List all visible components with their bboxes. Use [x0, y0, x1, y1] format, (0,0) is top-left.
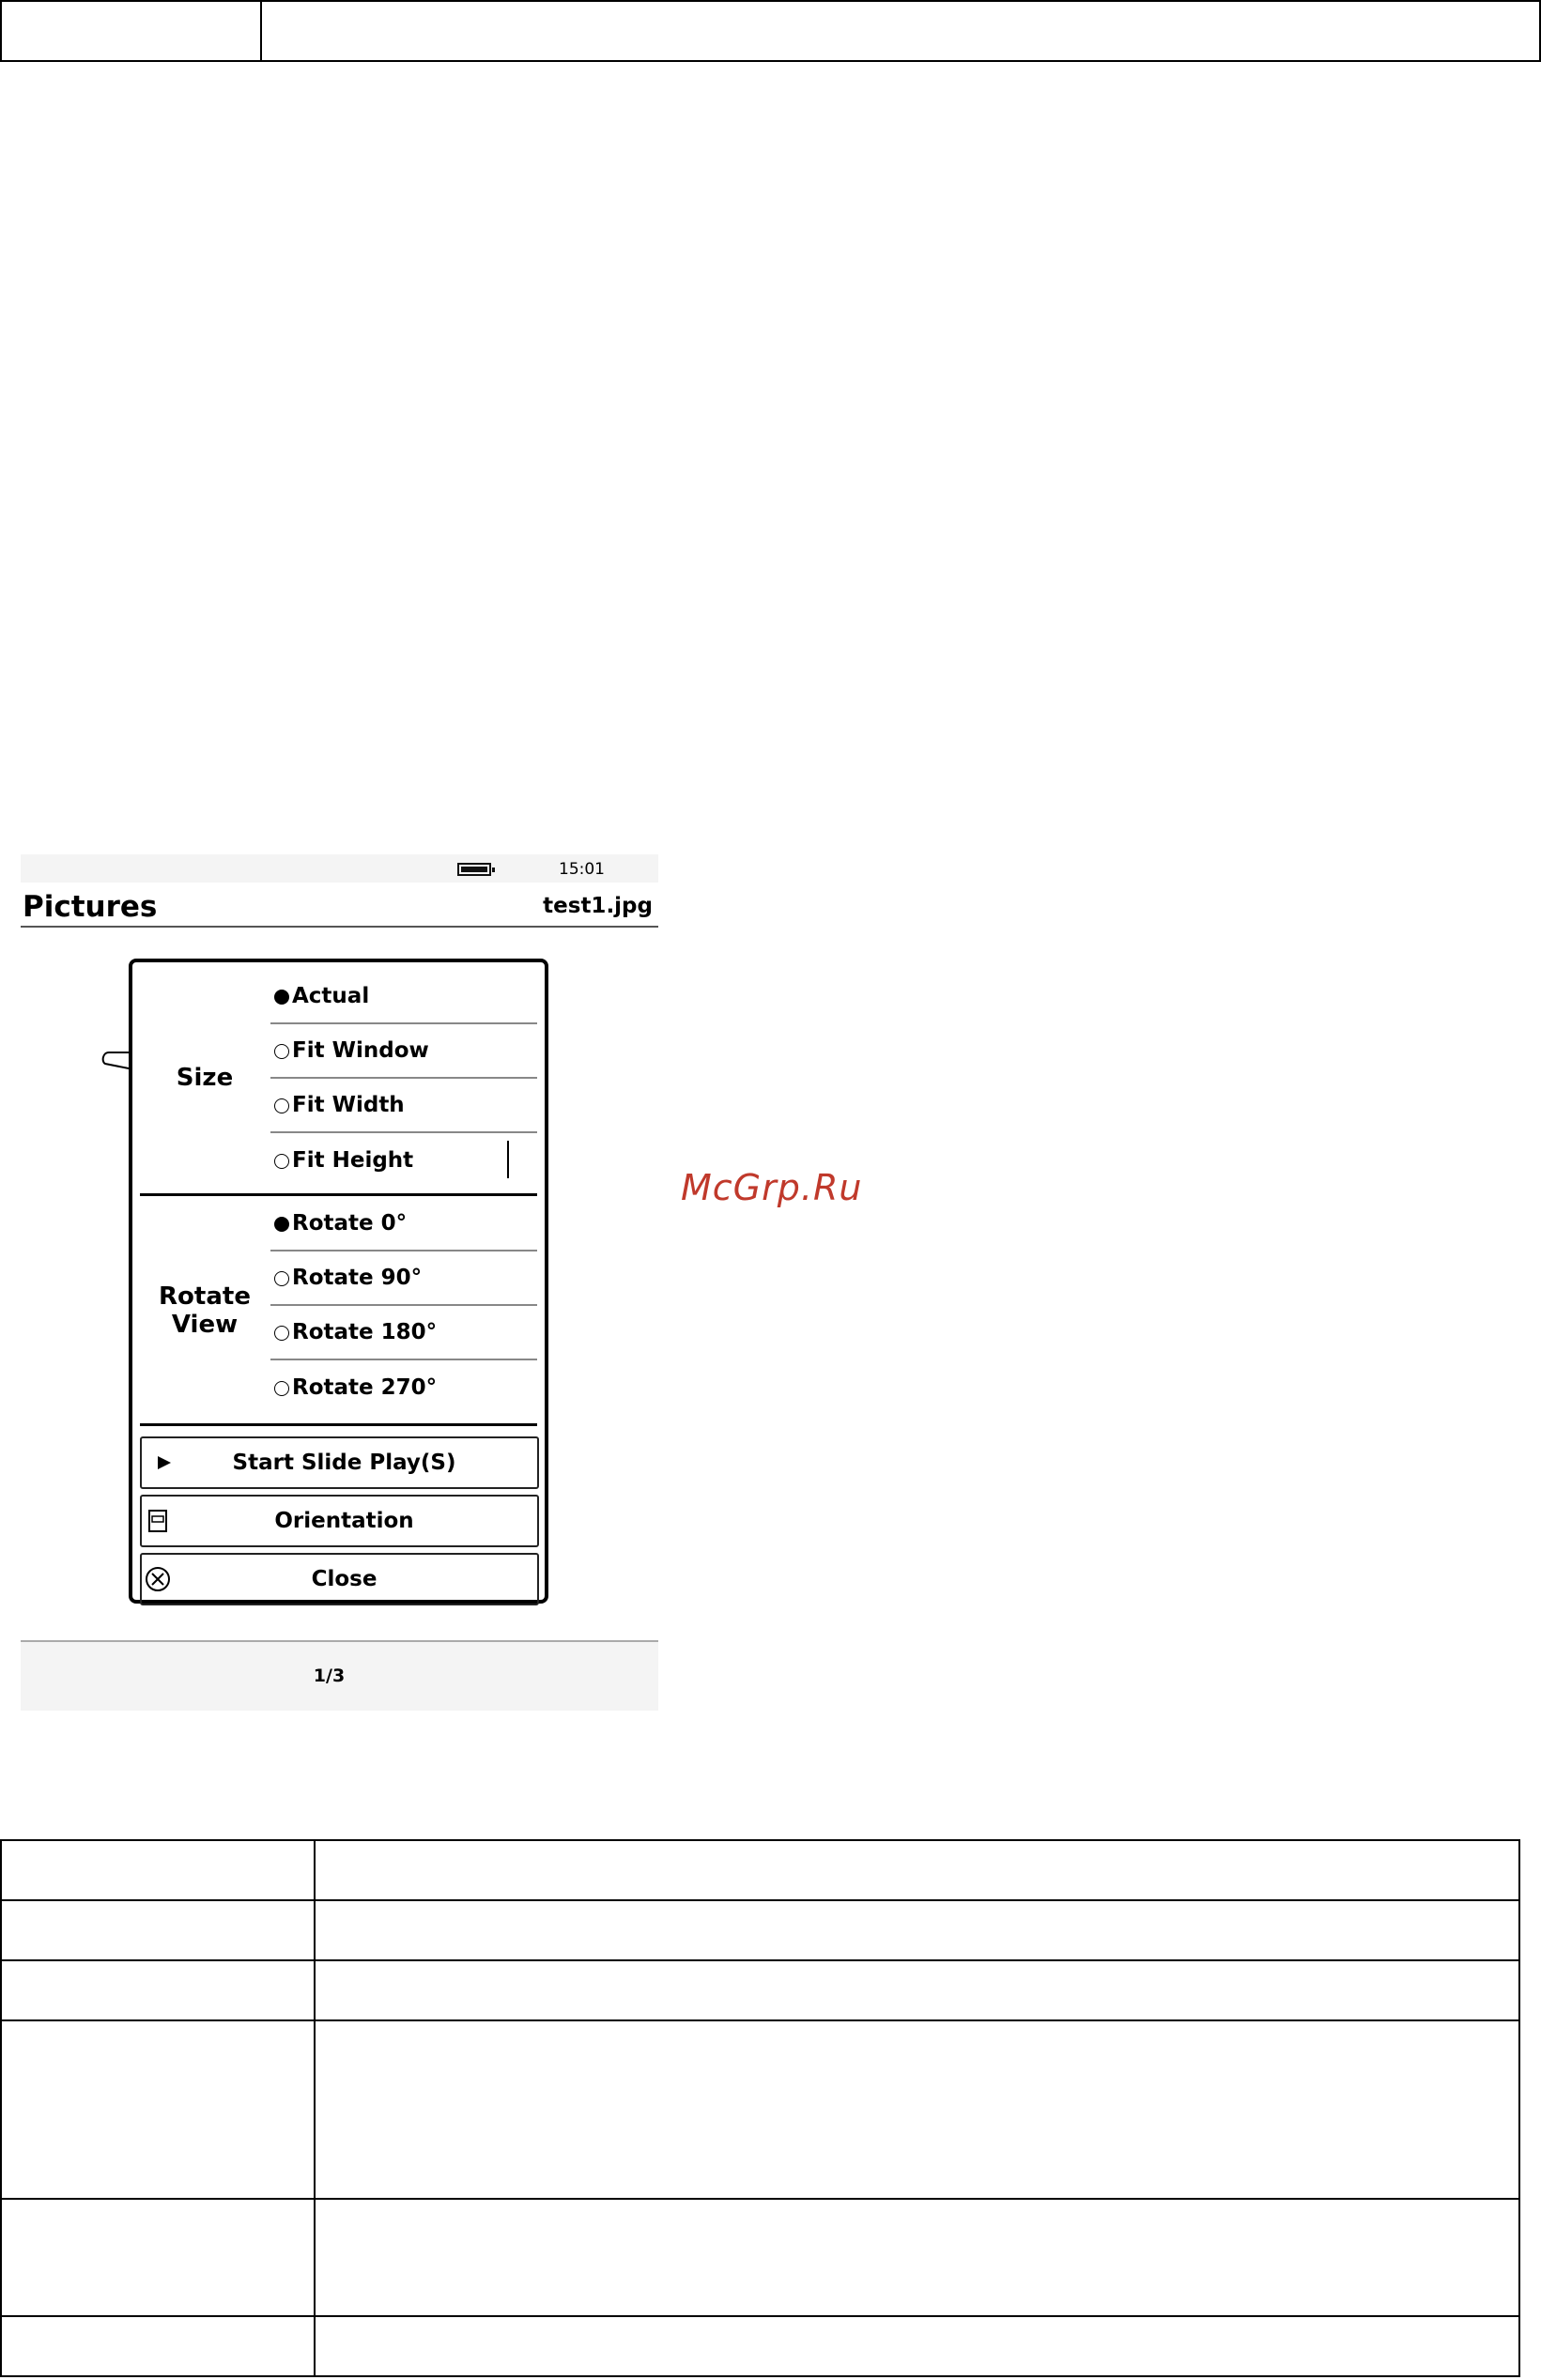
file-name: test1.jpg — [543, 894, 653, 918]
option-label: Actual — [292, 984, 370, 1008]
table-row — [1, 1900, 1519, 1960]
size-options — [270, 970, 537, 1188]
option-label: Rotate 0° — [292, 1211, 408, 1236]
table-row — [1, 2020, 1519, 2199]
table-row — [1, 2199, 1519, 2316]
radio-icon — [274, 1154, 289, 1169]
close-label: Close — [311, 1567, 378, 1591]
table-row — [1, 1, 1540, 61]
table-cell — [1, 1960, 315, 2020]
radio-icon — [274, 1044, 289, 1059]
title-bar — [21, 883, 658, 928]
play-icon — [155, 1453, 174, 1472]
radio-icon — [274, 1381, 289, 1396]
close-button[interactable] — [140, 1553, 539, 1605]
size-group — [140, 962, 537, 1196]
size-option-fit-width[interactable] — [270, 1079, 537, 1133]
rotate-option-0[interactable] — [270, 1197, 537, 1251]
size-option-fit-window[interactable] — [270, 1024, 537, 1079]
rotate-view-group — [140, 1197, 537, 1426]
option-label: Fit Width — [292, 1093, 405, 1117]
radio-icon — [274, 1098, 289, 1113]
page-title: Pictures — [23, 890, 158, 924]
rotate-option-180[interactable] — [270, 1306, 537, 1360]
top-table — [0, 0, 1541, 62]
orientation-button[interactable] — [140, 1495, 539, 1547]
orientation-icon — [147, 1509, 168, 1533]
table-cell — [1, 2199, 315, 2316]
rotate-group-label: Rotate View — [159, 1282, 251, 1339]
table-row — [1, 1960, 1519, 2020]
table-cell — [1, 2020, 315, 2199]
bottom-table — [0, 1839, 1520, 2377]
table-cell — [315, 1960, 1519, 2020]
option-label: Fit Height — [292, 1148, 414, 1173]
table-cell — [315, 2020, 1519, 2199]
rotate-option-270[interactable] — [270, 1360, 537, 1415]
clock: 15:01 — [559, 860, 605, 879]
rotate-option-90[interactable] — [270, 1251, 537, 1306]
radio-icon — [274, 1217, 289, 1232]
rotate-options — [270, 1197, 537, 1415]
option-label: Fit Window — [292, 1038, 429, 1063]
radio-icon — [274, 990, 289, 1005]
table-row — [1, 2316, 1519, 2376]
text-caret — [507, 1141, 509, 1178]
option-label: Rotate 180° — [292, 1320, 438, 1344]
close-circle-icon — [144, 1565, 172, 1593]
status-bar — [21, 854, 658, 883]
footer-bar — [21, 1640, 658, 1711]
size-group-label: Size — [176, 1064, 234, 1092]
battery-fill — [461, 867, 487, 872]
start-slide-play-button[interactable] — [140, 1436, 539, 1489]
battery-icon — [457, 863, 491, 876]
start-slide-play-label: Start Slide Play(S) — [232, 1451, 456, 1475]
table-cell — [1, 1, 261, 61]
table-cell — [1, 2316, 315, 2376]
table-cell — [315, 1900, 1519, 1960]
radio-icon — [274, 1271, 289, 1286]
options-menu — [129, 959, 548, 1604]
table-cell — [1, 1840, 315, 1900]
size-option-actual[interactable] — [270, 970, 537, 1024]
device-screen — [21, 854, 658, 1711]
option-label: Rotate 90° — [292, 1266, 423, 1290]
table-cell — [1, 1900, 315, 1960]
table-cell — [315, 2199, 1519, 2316]
size-option-fit-height[interactable] — [270, 1133, 537, 1188]
orientation-label: Orientation — [274, 1509, 414, 1533]
watermark: McGrp.Ru — [681, 1167, 863, 1208]
table-row — [1, 1840, 1519, 1900]
radio-icon — [274, 1326, 289, 1341]
option-label: Rotate 270° — [292, 1375, 438, 1400]
table-cell — [315, 1840, 1519, 1900]
table-cell — [315, 2316, 1519, 2376]
page-indicator: 1/3 — [313, 1666, 346, 1686]
table-cell — [261, 1, 1540, 61]
